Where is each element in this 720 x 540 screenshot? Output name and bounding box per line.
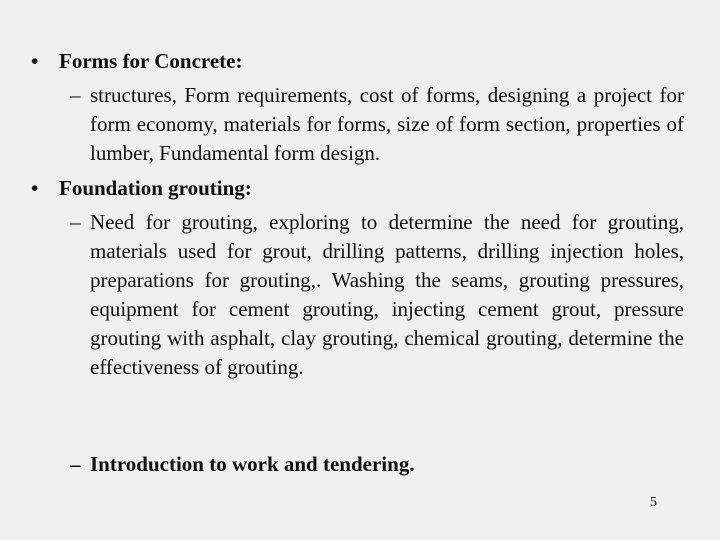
sub-item-text: structures, Form requirements, cost of forms, designing a project for form economy, materials for forms, size of form section, properties of lumber, Fundamental form design. [90, 83, 684, 165]
dash-marker: – [70, 83, 81, 107]
dash-marker: – [70, 452, 81, 476]
sub-item-text: Need for grouting, exploring to determine the need for grouting, materials used for grout, drilling patterns, drilling injection holes, preparations for grouting,. Washing the seams, grouting pressures, equipment for cement grouting, injecting cement grout, pressure grouting with asphalt, clay grouting, chemical grouting, determine the effectiveness of grouting. [90, 210, 684, 379]
sub-item-introduction [70, 450, 684, 479]
bullet-item-forms-for-concrete [31, 47, 242, 76]
sub-item-foundation-grouting [70, 208, 684, 382]
sub-item-text: Introduction to work and tendering. [90, 452, 415, 476]
page-number: 5 [650, 495, 657, 510]
bullet-heading: Forms for Concrete: [59, 49, 243, 73]
bullet-heading: Foundation grouting: [59, 176, 252, 200]
bullet-item-foundation-grouting [31, 174, 252, 203]
sub-item-forms-for-concrete [70, 81, 684, 168]
bullet-icon: • [31, 49, 39, 73]
bullet-icon: • [31, 176, 39, 200]
dash-marker: – [70, 210, 81, 234]
